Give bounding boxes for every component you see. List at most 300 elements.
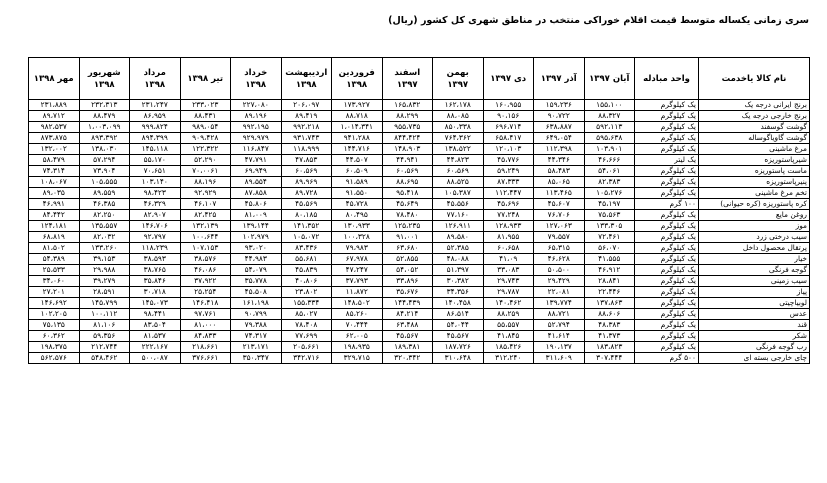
- price-cell: ۴۱،۵۵۵: [584, 254, 635, 265]
- price-cell: ۷۸،۴۸۰: [382, 210, 433, 221]
- price-cell: ۴۸،۰۸۸: [433, 254, 484, 265]
- price-cell: ۳۰،۷۱۸: [130, 287, 181, 298]
- price-cell: ۶۰،۵۰۹: [332, 166, 383, 177]
- price-cell: ۴۱،۶۱۴: [534, 331, 585, 342]
- table-row: [29, 221, 810, 232]
- price-cell: ۱۲۵،۲۳۵: [382, 221, 433, 232]
- price-cell: ۸۹،۹۶۹: [281, 177, 332, 188]
- price-cell: ۶۴۹،۰۵۴: [534, 133, 585, 144]
- price-cell: ۱۰۳،۱۴۰: [130, 177, 181, 188]
- price-cell: ۹۱،۰۰۱: [382, 232, 433, 243]
- price-cell: ۴۴،۹۴۱: [382, 155, 433, 166]
- price-cell: ۸۹،۵۵۴: [231, 177, 282, 188]
- price-cell: ۳۵،۸۴۶: [130, 276, 181, 287]
- price-cell: ۱۰۵،۰۷۲: [281, 232, 332, 243]
- price-cell: ۵۹۵،۶۳۸: [584, 133, 635, 144]
- unit-cell: یک کیلوگرم: [635, 331, 699, 342]
- price-cell: ۷۰،۰۰۶۱: [180, 166, 231, 177]
- price-cell: ۸۳،۴۳۶: [281, 243, 332, 254]
- price-cell: ۱۳۹،۷۷۴: [534, 298, 585, 309]
- price-cell: ۸۲،۳۸۳: [584, 177, 635, 188]
- price-cell: ۴۷،۷۹۱: [231, 155, 282, 166]
- price-cell: ۱۵۹،۲۳۶: [534, 100, 585, 111]
- price-cell: ۱۳۰،۹۳۳: [332, 221, 383, 232]
- price-cell: ۷۷،۲۴۸: [483, 210, 534, 221]
- table-row: [29, 243, 810, 254]
- item-name-cell: موز: [699, 221, 810, 232]
- price-cell: ۸۲،۰۳۲: [79, 232, 130, 243]
- table-row: [29, 166, 810, 177]
- unit-cell: یک کیلوگرم: [635, 122, 699, 133]
- price-cell: ۴۷،۸۵۳: [281, 155, 332, 166]
- price-cell: ۵۴،۰۷۹: [231, 265, 282, 276]
- price-cell: ۹۷،۷۶۱: [180, 309, 231, 320]
- item-name-cell: پنیرپاستوریزه: [699, 177, 810, 188]
- unit-cell: یک کیلوگرم: [635, 166, 699, 177]
- price-cell: ۹۹۲،۱۹۵: [231, 122, 282, 133]
- price-cell: ۸۰،۱۸۵: [281, 210, 332, 221]
- price-cell: ۴۴،۸۲۳: [433, 155, 484, 166]
- price-cell: ۷۴،۳۱۴: [29, 166, 80, 177]
- price-cell: ۸۴،۲۱۴: [382, 309, 433, 320]
- price-cell: ۸۱،۵۰۲: [29, 243, 80, 254]
- table-row: [29, 331, 810, 342]
- price-cell: ۱۰۰،۱۱۲: [79, 309, 130, 320]
- price-cell: ۳۳،۰۸۳: [483, 265, 534, 276]
- unit-cell: یک کیلوگرم: [635, 232, 699, 243]
- price-cell: ۶۲،۰۰۵: [332, 331, 383, 342]
- price-cell: ۴۶،۶۲۸: [534, 254, 585, 265]
- price-cell: ۴۴،۳۴۶: [534, 155, 585, 166]
- price-cell: ۲۲۲،۱۶۷: [130, 342, 181, 353]
- price-cell: ۷۰،۴۴۴: [332, 320, 383, 331]
- price-cell: ۹۳،۰۲۰: [231, 243, 282, 254]
- price-cell: ۸۷،۸۵۸: [231, 188, 282, 199]
- price-cell: ۴۴،۹۸۳: [231, 254, 282, 265]
- price-cell: ۴۵،۵۵۶: [433, 199, 484, 210]
- price-cell: ۵۲،۲۹۰: [180, 155, 231, 166]
- price-cell: ۸۴۴،۴۲۴: [382, 133, 433, 144]
- price-cell: ۹۹۲،۲۱۸: [281, 122, 332, 133]
- unit-cell: یک کیلوگرم: [635, 342, 699, 353]
- price-cell: ۱۲۷،۰۶۳: [534, 221, 585, 232]
- item-name-cell: تخم مرغ ماشینی: [699, 188, 810, 199]
- price-cell: ۵۲،۳۸۵: [433, 243, 484, 254]
- item-name-cell: برنج ایرانی درجه یک: [699, 100, 810, 111]
- price-cell: ۵۸،۴۸۳: [534, 166, 585, 177]
- price-cell: ۴۱،۳۷۳: [584, 331, 635, 342]
- price-cell: ۲۹،۹۸۸: [79, 265, 130, 276]
- price-cell: ۲۵،۲۵۴: [180, 287, 231, 298]
- price-cell: ۱۵۵،۱۰۰: [584, 100, 635, 111]
- price-cell: ۷۵،۵۶۳: [584, 210, 635, 221]
- price-cell: ۷۵،۱۳۵: [29, 320, 80, 331]
- price-cell: ۱۴۵،۰۷۳: [130, 298, 181, 309]
- price-cell: ۸۱،۱۰۶: [79, 320, 130, 331]
- price-cell: ۸۰،۴۹۵: [332, 210, 383, 221]
- price-cell: ۱۰۲،۹۷۹: [231, 232, 282, 243]
- price-cell: ۳۷۶،۶۶۱: [180, 353, 231, 364]
- price-cell: ۶۳،۶۸۰: [382, 243, 433, 254]
- price-cell: ۱۶۵،۸۳۲: [382, 100, 433, 111]
- price-cell: ۶۳۸،۸۸۷: [534, 122, 585, 133]
- price-cell: ۱۱۸،۲۳۹: [130, 243, 181, 254]
- price-cell: ۱۴۶،۷۰۶: [130, 221, 181, 232]
- price-cell: ۱۰۵،۵۵۵: [79, 177, 130, 188]
- price-cell: ۳۸،۷۶۵: [130, 265, 181, 276]
- unit-cell: یک کیلوگرم: [635, 276, 699, 287]
- price-cell: ۱۳۵،۵۵۷: [79, 221, 130, 232]
- price-cell: ۸۶،۵۱۴: [433, 309, 484, 320]
- price-cell: ۳۵،۶۷۶: [382, 287, 433, 298]
- price-cell: ۸۳،۵۰۴: [130, 320, 181, 331]
- column-header-month: خرداد ۱۳۹۸: [231, 58, 282, 100]
- price-cell: ۷۷،۶۹۹: [281, 331, 332, 342]
- column-header-month: آذر ۱۳۹۷: [534, 58, 585, 100]
- price-cell: ۷۶،۷۰۶: [534, 210, 585, 221]
- price-cell: ۴۵،۶۰۷: [534, 199, 585, 210]
- table-row: [29, 276, 810, 287]
- table-row: [29, 265, 810, 276]
- price-cell: ۱۹۸،۹۳۵: [332, 342, 383, 353]
- price-cell: ۳۴،۰۶۰: [29, 276, 80, 287]
- column-header-month: فروردین ۱۳۹۸: [332, 58, 383, 100]
- price-cell: ۱۳۳،۳۰۵: [584, 221, 635, 232]
- unit-cell: یک کیلوگرم: [635, 243, 699, 254]
- price-cell: ۶۹۶،۷۱۴: [483, 122, 534, 133]
- price-cell: ۷۷،۱۶۰: [433, 210, 484, 221]
- price-cell: ۱۸۹،۳۸۱: [382, 342, 433, 353]
- price-cell: ۱۱،۸۷۲: [332, 287, 383, 298]
- price-cell: ۱۶۰،۹۵۵: [483, 100, 534, 111]
- price-cell: ۸۴،۸۳۳: [180, 331, 231, 342]
- item-name-cell: سیب درختی زرد: [699, 232, 810, 243]
- price-cell: ۸۵۰،۳۳۸: [433, 122, 484, 133]
- price-cell: ۵۲،۸۵۵: [382, 254, 433, 265]
- page-title: سری زمانی یکساله متوسط قیمت اقلام خوراکی منتخب در مناطق شهری کل کشور (ریال): [388, 15, 809, 26]
- price-cell: ۲۰۵،۶۶۱: [281, 342, 332, 353]
- price-cell: ۵۰،۵۰۰: [534, 265, 585, 276]
- price-cell: ۸۱،۹۵۵: [483, 232, 534, 243]
- price-cell: ۸۱،۰۰۰: [180, 320, 231, 331]
- price-cell: ۲۰۶،۰۹۷: [281, 100, 332, 111]
- price-cell: ۴۶،۶۶۶: [584, 155, 635, 166]
- table-row: [29, 320, 810, 331]
- price-cell: ۱۰۰،۳۲۸: [332, 232, 383, 243]
- price-cell: ۴۶،۰۸۶: [180, 265, 231, 276]
- price-cell: ۸۹۳،۳۹۲: [79, 133, 130, 144]
- price-cell: ۲۳۱،۲۴۷: [130, 100, 181, 111]
- price-cell: ۳۱۱،۶۰۹: [534, 353, 585, 364]
- item-name-cell: قند: [699, 320, 810, 331]
- price-table: [28, 57, 810, 364]
- price-cell: ۵۵،۵۵۷: [483, 320, 534, 331]
- price-cell: ۹۵۵،۷۳۵: [382, 122, 433, 133]
- price-cell: ۵۸،۴۷۹: [29, 155, 80, 166]
- price-cell: ۸۸،۳۲۷: [584, 111, 635, 122]
- price-cell: ۸۸،۶۰۶: [584, 309, 635, 320]
- price-cell: ۸۵،۰۶۵: [534, 177, 585, 188]
- price-cell: ۱۴۰،۴۶۲: [483, 298, 534, 309]
- price-cell: ۵۴،۰۶۱: [584, 166, 635, 177]
- price-cell: ۶۰،۵۶۹: [433, 166, 484, 177]
- unit-cell: یک کیلوگرم: [635, 111, 699, 122]
- unit-cell: یک کیلوگرم: [635, 210, 699, 221]
- price-cell: ۱۳۸،۵۲۲: [433, 144, 484, 155]
- price-cell: ۲۱۳،۱۷۱: [231, 342, 282, 353]
- price-cell: ۳۷،۹۲۲: [180, 276, 231, 287]
- unit-cell: یک کیلوگرم: [635, 177, 699, 188]
- price-cell: ۳۴۲،۷۱۶: [281, 353, 332, 364]
- price-cell: ۱۰۳،۹۰۱: [584, 144, 635, 155]
- price-cell: ۵۴،۰۵۲: [382, 265, 433, 276]
- price-cell: ۳۵۰،۳۴۷: [231, 353, 282, 364]
- price-cell: ۴۵،۶۹۶: [483, 199, 534, 210]
- price-cell: ۸۹،۵۵۹: [79, 188, 130, 199]
- table-row: [29, 309, 810, 320]
- price-cell: ۲۷،۲۰۱: [29, 287, 80, 298]
- price-cell: ۹۰،۷۲۲: [534, 111, 585, 122]
- price-cell: ۹۰،۱۵۶: [483, 111, 534, 122]
- unit-cell: یک کیلوگرم: [635, 309, 699, 320]
- price-cell: ۱۴۶،۶۹۲: [29, 298, 80, 309]
- price-cell: ۵۱،۳۹۷: [433, 265, 484, 276]
- column-header-month: اردیبهشت ۱۳۹۸: [281, 58, 332, 100]
- price-cell: ۱۷۳،۹۲۷: [332, 100, 383, 111]
- price-cell: ۸۴،۴۴۲: [29, 210, 80, 221]
- price-cell: ۴۵،۵۶۷: [382, 331, 433, 342]
- price-cell: ۵۵،۶۸۱: [281, 254, 332, 265]
- price-cell: ۲۸،۵۹۱: [79, 287, 130, 298]
- unit-cell: یک کیلوگرم: [635, 287, 699, 298]
- unit-cell: یک کیلوگرم: [635, 221, 699, 232]
- price-cell: ۴۶،۳۲۹: [130, 199, 181, 210]
- price-cell: ۱۳۳،۲۶۰: [79, 243, 130, 254]
- price-cell: ۲۳۱،۸۸۹: [29, 100, 80, 111]
- price-cell: ۹۳۱،۷۴۳: [281, 133, 332, 144]
- price-cell: ۸۹،۷۱۲: [29, 111, 80, 122]
- table-body: [29, 100, 810, 364]
- price-cell: ۱۹۰،۱۳۷: [534, 342, 585, 353]
- unit-cell: یک کیلوگرم: [635, 100, 699, 111]
- column-header-month: تیر ۱۳۹۸: [180, 58, 231, 100]
- price-cell: ۸۷۳،۸۷۵: [29, 133, 80, 144]
- price-cell: ۱۱۲،۴۴۷: [483, 188, 534, 199]
- item-name-cell: مرغ ماشینی: [699, 144, 810, 155]
- price-cell: ۵۹،۲۴۹: [483, 166, 534, 177]
- item-name-cell: چای خارجی بسته ای: [699, 353, 810, 364]
- item-name-cell: سیب زمینی: [699, 276, 810, 287]
- price-cell: ۲۲۷،۰۸۰: [231, 100, 282, 111]
- price-cell: ۷۰،۶۵۱: [130, 166, 181, 177]
- price-cell: ۸۲،۴۲۵: [180, 210, 231, 221]
- price-cell: ۴۶،۱۰۷: [180, 199, 231, 210]
- table-row: [29, 188, 810, 199]
- price-cell: ۱۲۶،۹۱۱: [433, 221, 484, 232]
- item-name-cell: روغن مایع: [699, 210, 810, 221]
- price-cell: ۱۱۲،۳۹۸: [534, 144, 585, 155]
- table-row: [29, 155, 810, 166]
- unit-cell: ۵۰۰ گرم: [635, 353, 699, 364]
- table-header-row: [29, 58, 810, 100]
- unit-cell: ۱۰۰ گرم: [635, 199, 699, 210]
- price-cell: ۱۴۴،۴۳۹: [382, 298, 433, 309]
- price-cell: ۴۱،۸۴۵: [483, 331, 534, 342]
- price-cell: ۶۹،۹۴۹: [231, 166, 282, 177]
- price-cell: ۱۴۴،۷۱۶: [332, 144, 383, 155]
- item-name-cell: ماست پاستوریزه: [699, 166, 810, 177]
- price-cell: ۱۱۳،۴۶۵: [534, 188, 585, 199]
- price-cell: ۷۹،۵۵۷: [534, 232, 585, 243]
- price-cell: ۲۸،۸۴۱: [584, 276, 635, 287]
- item-name-cell: عدس: [699, 309, 810, 320]
- price-cell: ۸۸،۶۹۵: [382, 177, 433, 188]
- table-row: [29, 254, 810, 265]
- price-cell: ۱۲۰،۱۰۳: [483, 144, 534, 155]
- price-cell: ۸۲،۲۵۰: [79, 210, 130, 221]
- price-cell: ۱۶۲،۱۷۸: [433, 100, 484, 111]
- price-cell: ۱۰۵،۲۷۶: [584, 188, 635, 199]
- item-name-cell: رب گوجه فرنگی: [699, 342, 810, 353]
- price-cell: ۱۳۷،۸۶۳: [584, 298, 635, 309]
- price-cell: ۱۴۵،۱۱۸: [130, 144, 181, 155]
- price-cell: ۷۴،۳۱۷: [231, 331, 282, 342]
- price-cell: ۱۸۷،۷۲۶: [433, 342, 484, 353]
- unit-cell: یک کیلوگرم: [635, 320, 699, 331]
- price-cell: ۴۰،۸۰۶: [281, 276, 332, 287]
- price-cell: ۸۵،۲۶۰: [332, 309, 383, 320]
- price-cell: ۳۹،۱۵۳: [79, 254, 130, 265]
- price-cell: ۵۶۲،۵۷۶: [29, 353, 80, 364]
- price-cell: ۶۳،۴۸۸: [382, 320, 433, 331]
- price-cell: ۲۱۸،۶۶۱: [180, 342, 231, 353]
- price-cell: ۱۲۴،۱۸۱: [29, 221, 80, 232]
- price-cell: ۲۳۳،۰۲۳: [180, 100, 231, 111]
- price-cell: ۹۲،۷۹۷: [130, 232, 181, 243]
- item-name-cell: پیاز: [699, 287, 810, 298]
- column-header-month: اسفند ۱۳۹۷: [382, 58, 433, 100]
- price-cell: ۳۹،۲۷۹: [79, 276, 130, 287]
- price-cell: ۱۴۸،۹۰۳: [382, 144, 433, 155]
- price-cell: ۷۸،۴۰۸: [281, 320, 332, 331]
- column-header-month: آبان ۱۳۹۷: [584, 58, 635, 100]
- price-cell: ۵۹۲،۱۱۳: [584, 122, 635, 133]
- price-cell: ۴۷،۲۴۷: [332, 265, 383, 276]
- price-cell: ۲۵،۵۳۳: [29, 265, 80, 276]
- price-cell: ۹۵،۴۱۸: [382, 188, 433, 199]
- price-cell: ۸۸،۷۲۱: [534, 309, 585, 320]
- column-header-month: مرداد ۱۳۹۸: [130, 58, 181, 100]
- table-row: [29, 122, 810, 133]
- price-cell: ۸۹،۱۹۶: [231, 111, 282, 122]
- column-header-item: نام کالا یاخدمت: [699, 58, 810, 100]
- price-cell: ۹۸۲،۵۳۷: [29, 122, 80, 133]
- price-cell: ۸۹،۵۸۰: [433, 232, 484, 243]
- price-cell: ۱۹۸،۳۷۵: [29, 342, 80, 353]
- price-cell: ۸۸،۲۵۹: [483, 309, 534, 320]
- price-cell: ۶۰،۵۶۹: [281, 166, 332, 177]
- price-cell: ۴۶،۹۹۱: [29, 199, 80, 210]
- item-name-cell: لوبیاچیتی: [699, 298, 810, 309]
- item-name-cell: گوجه فرنگی: [699, 265, 810, 276]
- price-cell: ۶۰،۵۶۹: [382, 166, 433, 177]
- price-cell: ۱۲۸،۹۳۳: [483, 221, 534, 232]
- table-row: [29, 353, 810, 364]
- price-cell: ۱۰۵،۳۸۷: [433, 188, 484, 199]
- price-cell: ۸۸،۱۹۶: [180, 177, 231, 188]
- price-cell: ۸۹۴،۳۹۹: [130, 133, 181, 144]
- unit-cell: یک کیلوگرم: [635, 133, 699, 144]
- price-cell: ۷۹،۹۸۳: [332, 243, 383, 254]
- price-cell: ۵۲،۷۹۴: [534, 320, 585, 331]
- price-cell: ۱۵۵،۳۳۴: [281, 298, 332, 309]
- price-cell: ۱۸۵،۴۲۶: [483, 342, 534, 353]
- price-cell: ۵۴،۳۸۹: [29, 254, 80, 265]
- table-row: [29, 144, 810, 155]
- price-cell: ۵۶،۰۷۰: [584, 243, 635, 254]
- price-cell: ۴۵،۵۶۹: [281, 199, 332, 210]
- price-cell: ۵۴۸،۴۶۲: [79, 353, 130, 364]
- unit-cell: یک کیلوگرم: [635, 144, 699, 155]
- price-cell: ۹۸،۴۲۳: [130, 188, 181, 199]
- column-header-month: شهریور ۱۳۹۸: [79, 58, 130, 100]
- price-cell: ۲۱۲،۷۴۴: [79, 342, 130, 353]
- price-cell: ۱۰۲،۲۰۵: [29, 309, 80, 320]
- price-cell: ۶۵۸،۴۱۷: [483, 133, 534, 144]
- price-cell: ۱۱۸،۹۹۹: [281, 144, 332, 155]
- price-cell: ۸۱،۵۳۷: [130, 331, 181, 342]
- price-cell: ۴۴،۵۰۷: [332, 155, 383, 166]
- price-cell: ۳۸،۵۷۶: [180, 254, 231, 265]
- item-name-cell: برنج خارجی درجه یک: [699, 111, 810, 122]
- price-cell: ۳۰۷،۴۴۴: [584, 353, 635, 364]
- table-row: [29, 210, 810, 221]
- price-cell: ۴۵،۱۹۷: [584, 199, 635, 210]
- price-cell: ۸۵،۰۲۷: [281, 309, 332, 320]
- price-cell: ۹۸،۴۴۱: [130, 309, 181, 320]
- column-header-unit: واحد مبادله: [635, 58, 699, 100]
- price-cell: ۴۵،۸۰۶: [231, 199, 282, 210]
- price-cell: ۵۵،۱۷۰: [130, 155, 181, 166]
- price-cell: ۶۷،۹۷۸: [332, 254, 383, 265]
- price-cell: ۸۲،۹۰۷: [130, 210, 181, 221]
- price-cell: ۱۳۲،۱۳۹: [180, 221, 231, 232]
- price-cell: ۷۹،۳۸۸: [231, 320, 282, 331]
- unit-cell: یک کیلوگرم: [635, 298, 699, 309]
- price-cell: ۸۸،۵۲۵: [433, 177, 484, 188]
- price-cell: ۴۵،۶۴۹: [382, 199, 433, 210]
- price-cell: ۴۱،۰۹: [483, 254, 534, 265]
- price-cell: ۶۸،۸۱۹: [29, 232, 80, 243]
- price-cell: ۸۸،۴۳۱: [180, 111, 231, 122]
- table-row: [29, 232, 810, 243]
- table-row: [29, 133, 810, 144]
- price-cell: ۳۸،۵۹۳: [130, 254, 181, 265]
- price-cell: ۸۸،۷۱۸: [332, 111, 383, 122]
- price-cell: ۸۸،۰۸۵: [433, 111, 484, 122]
- table-row: [29, 177, 810, 188]
- price-cell: ۴۸،۳۸۳: [584, 320, 635, 331]
- price-cell: ۹۲،۹۲۹: [180, 188, 231, 199]
- price-cell: ۱۸۳،۸۲۳: [584, 342, 635, 353]
- price-cell: ۶۰،۶۵۸: [483, 243, 534, 254]
- price-cell: ۱۴۶،۴۱۸: [180, 298, 231, 309]
- price-cell: ۱۴۵،۷۹۹: [79, 298, 130, 309]
- price-cell: ۳۱۰،۶۴۸: [433, 353, 484, 364]
- price-cell: ۸۹،۰۳۵: [29, 188, 80, 199]
- price-cell: ۶۵،۳۱۵: [534, 243, 585, 254]
- price-cell: ۸۶،۹۵۹: [130, 111, 181, 122]
